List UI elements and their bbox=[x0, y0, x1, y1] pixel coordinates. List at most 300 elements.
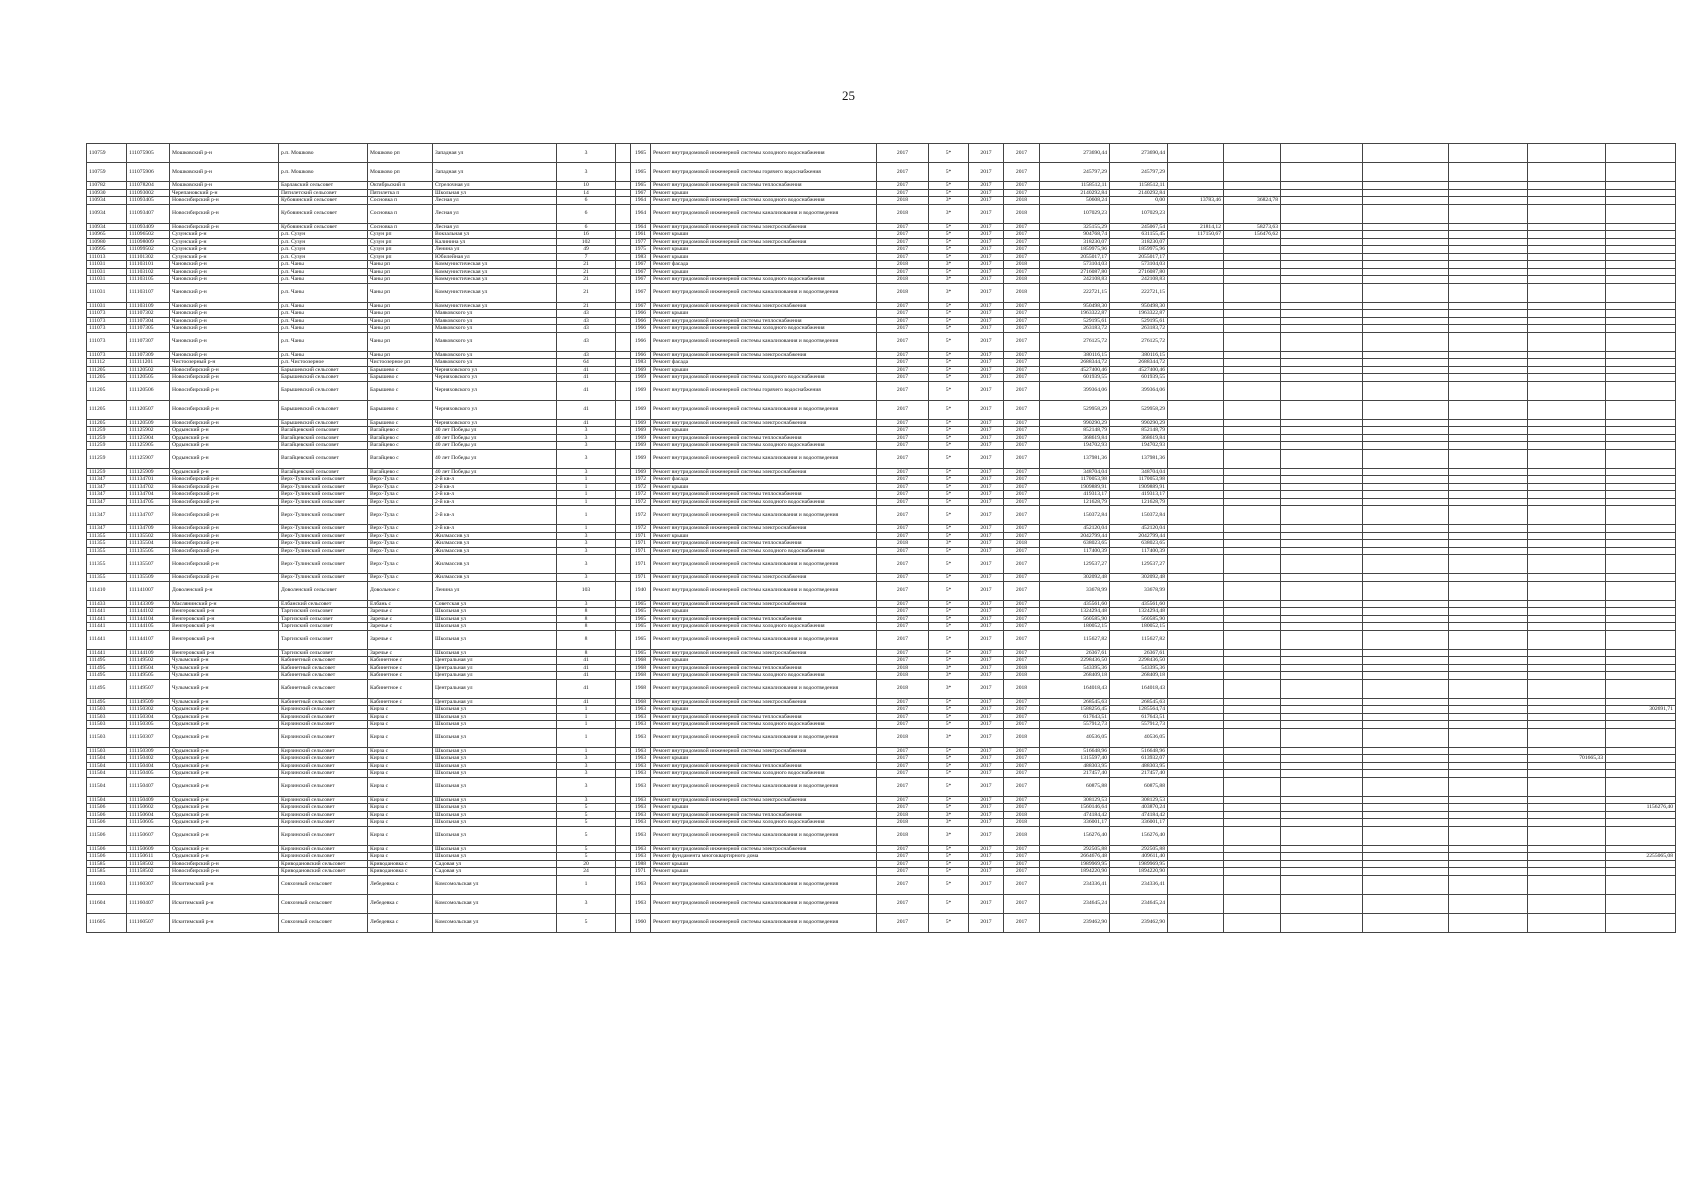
cell-house-id: 111503 bbox=[87, 747, 127, 755]
cell-work-type: Ремонт крыши bbox=[651, 310, 877, 318]
cell-start-year: 2017 bbox=[969, 600, 1004, 608]
cell-cost-col-22 bbox=[1528, 498, 1606, 506]
cell-end-year: 2017 bbox=[1004, 547, 1040, 555]
cell-cost-fund: 292505,88 bbox=[1110, 845, 1168, 853]
cell-house-letter bbox=[616, 238, 631, 246]
cell-house-letter bbox=[616, 468, 631, 476]
cell-start-year: 2017 bbox=[969, 283, 1004, 302]
table-row bbox=[87, 238, 1676, 246]
cell-start-year: 2017 bbox=[969, 366, 1004, 374]
cell-cost-subsidy-2 bbox=[1224, 713, 1281, 721]
cell-cost-subsidy-2 bbox=[1224, 762, 1281, 770]
cell-cost-col-22 bbox=[1528, 483, 1606, 491]
cell-house-number: 41 bbox=[557, 672, 616, 680]
cell-cost-col-21 bbox=[1449, 649, 1528, 657]
cell-work-type: Ремонт внутридомовой инженерной системы холодного водоснабжения bbox=[651, 770, 877, 778]
cell-house-letter bbox=[616, 713, 631, 721]
cell-street: Жилмассив ул bbox=[433, 547, 557, 555]
cell-cost-col-20 bbox=[1363, 860, 1449, 868]
cell-plan-year: 2017 bbox=[877, 427, 929, 435]
cell-term: 5* bbox=[929, 310, 969, 318]
cell-cost-subsidy-2 bbox=[1224, 483, 1281, 491]
cell-cost-subsidy-1 bbox=[1168, 770, 1224, 778]
cell-district: Ордынский р-н bbox=[170, 706, 279, 714]
cell-start-year: 2017 bbox=[969, 163, 1004, 182]
cell-build-year: 1964 bbox=[631, 197, 651, 205]
cell-cost-subsidy-1 bbox=[1168, 427, 1224, 435]
cell-cost-col-19 bbox=[1281, 664, 1363, 672]
cell-cost-fund: 308129,53 bbox=[1110, 796, 1168, 804]
cell-cost-subsidy-1: 13783,46 bbox=[1168, 197, 1224, 205]
cell-cost-col-19 bbox=[1281, 283, 1363, 302]
cell-work-id: 111107304 bbox=[127, 317, 170, 325]
cell-cost-col-23 bbox=[1606, 819, 1676, 827]
cell-cost-col-22 bbox=[1528, 366, 1606, 374]
cell-term: 5* bbox=[929, 491, 969, 499]
cell-term: 5* bbox=[929, 860, 969, 868]
cell-cost-subsidy-1: 21814,12 bbox=[1168, 223, 1224, 231]
cell-work-id: 111160507 bbox=[127, 913, 170, 932]
cell-house-letter bbox=[616, 442, 631, 450]
cell-work-id: 111134704 bbox=[127, 491, 170, 499]
table-row bbox=[87, 615, 1676, 623]
cell-cost-subsidy-1 bbox=[1168, 374, 1224, 382]
cell-district: Новосибирский р-н bbox=[170, 400, 279, 419]
cell-work-type: Ремонт внутридомовой инженерной системы электроснабжения bbox=[651, 747, 877, 755]
cell-settlement: Чаны рп bbox=[368, 325, 433, 333]
cell-cost-fund: 4527400,46 bbox=[1110, 366, 1168, 374]
cell-term: 3* bbox=[929, 664, 969, 672]
cell-plan-year: 2017 bbox=[877, 747, 929, 755]
cell-house-number: 14 bbox=[557, 189, 616, 197]
cell-settlement: Кирза с bbox=[368, 804, 433, 812]
cell-street: Маяковского ул bbox=[433, 332, 557, 351]
cell-work-type: Ремонт крыши bbox=[651, 860, 877, 868]
cell-end-year: 2017 bbox=[1004, 246, 1040, 254]
cell-house-letter bbox=[616, 747, 631, 755]
cell-cost-fund: 1989969,95 bbox=[1110, 860, 1168, 868]
cell-municipality: Верх-Тулинский сельсовет bbox=[279, 476, 368, 484]
cell-cost-subsidy-1 bbox=[1168, 532, 1224, 540]
cell-cost-total: 1909889,91 bbox=[1040, 483, 1110, 491]
cell-cost-fund: 380116,15 bbox=[1110, 351, 1168, 359]
cell-house-id: 111585 bbox=[87, 860, 127, 868]
cell-cost-total: 107029,23 bbox=[1040, 204, 1110, 223]
cell-cost-total: 336001,17 bbox=[1040, 819, 1110, 827]
cell-cost-subsidy-1 bbox=[1168, 664, 1224, 672]
cell-plan-year: 2017 bbox=[877, 310, 929, 318]
cell-house-id: 111503 bbox=[87, 721, 127, 729]
cell-end-year: 2017 bbox=[1004, 574, 1040, 582]
cell-house-letter bbox=[616, 649, 631, 657]
cell-work-type: Ремонт внутридомовой инженерной системы холодного водоснабжения bbox=[651, 721, 877, 729]
cell-settlement: Кирза с bbox=[368, 728, 433, 747]
cell-house-id: 111441 bbox=[87, 623, 127, 631]
cell-house-id: 111205 bbox=[87, 381, 127, 400]
cell-municipality: Кирзинский сельсовет bbox=[279, 826, 368, 845]
cell-cost-col-21 bbox=[1449, 721, 1528, 729]
cell-house-number: 41 bbox=[557, 657, 616, 665]
cell-end-year: 2017 bbox=[1004, 630, 1040, 649]
cell-cost-subsidy-1 bbox=[1168, 819, 1224, 827]
cell-cost-total: 852148,79 bbox=[1040, 427, 1110, 435]
table-row bbox=[87, 359, 1676, 367]
cell-start-year: 2017 bbox=[969, 332, 1004, 351]
cell-cost-fund: 852148,79 bbox=[1110, 427, 1168, 435]
cell-cost-fund: 529958,29 bbox=[1110, 400, 1168, 419]
cell-settlement: Верх-Тула с bbox=[368, 491, 433, 499]
cell-cost-col-20 bbox=[1363, 777, 1449, 796]
cell-cost-col-22 bbox=[1528, 913, 1606, 932]
cell-work-type: Ремонт внутридомовой инженерной системы электроснабжения bbox=[651, 600, 877, 608]
cell-work-type: Ремонт внутридомовой инженерной системы теплоснабжения bbox=[651, 491, 877, 499]
cell-street: 40 лет Победы ул bbox=[433, 434, 557, 442]
cell-house-number: 43 bbox=[557, 310, 616, 318]
cell-start-year: 2017 bbox=[969, 811, 1004, 819]
cell-street: Школьная ул bbox=[433, 649, 557, 657]
cell-start-year: 2017 bbox=[969, 804, 1004, 812]
cell-cost-subsidy-2 bbox=[1224, 630, 1281, 649]
cell-plan-year: 2017 bbox=[877, 657, 929, 665]
cell-municipality: р.п. Чаны bbox=[279, 261, 368, 269]
cell-end-year: 2017 bbox=[1004, 600, 1040, 608]
table-row bbox=[87, 400, 1676, 419]
table-row bbox=[87, 302, 1676, 310]
cell-settlement: Чаны рп bbox=[368, 351, 433, 359]
cell-cost-total: 164018,43 bbox=[1040, 679, 1110, 698]
cell-plan-year: 2017 bbox=[877, 547, 929, 555]
cell-cost-col-23 bbox=[1606, 246, 1676, 254]
cell-house-number: 7 bbox=[557, 253, 616, 261]
cell-build-year: 1963 bbox=[631, 853, 651, 861]
cell-house-letter bbox=[616, 449, 631, 468]
cell-settlement: Верх-Тула с bbox=[368, 476, 433, 484]
cell-house-letter bbox=[616, 427, 631, 435]
cell-work-id: 111150307 bbox=[127, 728, 170, 747]
cell-end-year: 2017 bbox=[1004, 506, 1040, 525]
cell-cost-col-23 bbox=[1606, 268, 1676, 276]
cell-house-number: 3 bbox=[557, 427, 616, 435]
cell-municipality: Верх-Тулинский сельсовет bbox=[279, 498, 368, 506]
cell-end-year: 2017 bbox=[1004, 223, 1040, 231]
cell-work-type: Ремонт внутридомовой инженерной системы электроснабжения bbox=[651, 302, 877, 310]
cell-build-year: 1969 bbox=[631, 400, 651, 419]
cell-cost-col-19 bbox=[1281, 427, 1363, 435]
cell-term: 5* bbox=[929, 374, 969, 382]
cell-build-year: 1967 bbox=[631, 189, 651, 197]
cell-street: 40 лет Победы ул bbox=[433, 449, 557, 468]
cell-work-id: 111150602 bbox=[127, 804, 170, 812]
cell-house-id: 111506 bbox=[87, 826, 127, 845]
cell-house-number: 3 bbox=[557, 770, 616, 778]
cell-house-letter bbox=[616, 302, 631, 310]
cell-cost-fund: 368619,84 bbox=[1110, 434, 1168, 442]
cell-municipality: Кирзинский сельсовет bbox=[279, 811, 368, 819]
cell-cost-col-22 bbox=[1528, 197, 1606, 205]
cell-settlement: Довольное с bbox=[368, 581, 433, 600]
cell-plan-year: 2017 bbox=[877, 419, 929, 427]
cell-plan-year: 2017 bbox=[877, 476, 929, 484]
cell-house-id: 111073 bbox=[87, 351, 127, 359]
cell-house-number: 103 bbox=[557, 581, 616, 600]
cell-cost-col-22 bbox=[1528, 468, 1606, 476]
cell-house-number: 8 bbox=[557, 623, 616, 631]
cell-settlement: Лебедевка с bbox=[368, 894, 433, 913]
cell-cost-col-21 bbox=[1449, 845, 1528, 853]
cell-work-type: Ремонт внутридомовой инженерной системы холодного водоснабжения bbox=[651, 547, 877, 555]
cell-house-number: 41 bbox=[557, 419, 616, 427]
cell-cost-col-22 bbox=[1528, 555, 1606, 574]
cell-municipality: Кирзинский сельсовет bbox=[279, 721, 368, 729]
cell-settlement: Чаны рп bbox=[368, 276, 433, 284]
cell-house-id: 111347 bbox=[87, 498, 127, 506]
cell-cost-col-19 bbox=[1281, 351, 1363, 359]
cell-build-year: 1963 bbox=[631, 811, 651, 819]
cell-build-year: 1960 bbox=[631, 913, 651, 932]
cell-street: Вокзальная ул bbox=[433, 231, 557, 239]
cell-cost-total: 2664676,48 bbox=[1040, 853, 1110, 861]
cell-term: 5* bbox=[929, 223, 969, 231]
cell-cost-col-23 bbox=[1606, 476, 1676, 484]
cell-house-number: 43 bbox=[557, 351, 616, 359]
cell-end-year: 2017 bbox=[1004, 332, 1040, 351]
cell-work-id: 111078204 bbox=[127, 182, 170, 190]
cell-term: 5* bbox=[929, 547, 969, 555]
cell-house-id: 111495 bbox=[87, 664, 127, 672]
cell-settlement: Заречье с bbox=[368, 615, 433, 623]
cell-term: 5* bbox=[929, 381, 969, 400]
cell-work-type: Ремонт внутридомовой инженерной системы электроснабжения bbox=[651, 419, 877, 427]
cell-end-year: 2018 bbox=[1004, 276, 1040, 284]
cell-start-year: 2017 bbox=[969, 476, 1004, 484]
cell-work-id: 111149505 bbox=[127, 672, 170, 680]
cell-house-letter bbox=[616, 777, 631, 796]
cell-start-year: 2017 bbox=[969, 713, 1004, 721]
cell-cost-col-22 bbox=[1528, 574, 1606, 582]
cell-work-type: Ремонт внутридомовой инженерной системы электроснабжения bbox=[651, 649, 877, 657]
cell-work-type: Ремонт внутридомовой инженерной системы электроснабжения bbox=[651, 223, 877, 231]
cell-work-id: 111096502 bbox=[127, 231, 170, 239]
cell-cost-col-23 bbox=[1606, 231, 1676, 239]
cell-term: 5* bbox=[929, 894, 969, 913]
cell-plan-year: 2018 bbox=[877, 679, 929, 698]
cell-cost-col-19 bbox=[1281, 332, 1363, 351]
table-row bbox=[87, 468, 1676, 476]
cell-cost-col-20 bbox=[1363, 913, 1449, 932]
cell-cost-col-23 bbox=[1606, 547, 1676, 555]
cell-district: Венгеровский р-н bbox=[170, 630, 279, 649]
cell-cost-subsidy-2: 156476,62 bbox=[1224, 231, 1281, 239]
cell-cost-col-23 bbox=[1606, 777, 1676, 796]
cell-house-letter bbox=[616, 419, 631, 427]
cell-end-year: 2017 bbox=[1004, 374, 1040, 382]
cell-cost-col-22 bbox=[1528, 845, 1606, 853]
cell-start-year: 2017 bbox=[969, 498, 1004, 506]
cell-cost-col-23 bbox=[1606, 913, 1676, 932]
cell-work-id: 111125909 bbox=[127, 468, 170, 476]
cell-cost-col-19 bbox=[1281, 819, 1363, 827]
cell-municipality: р.п. Чаны bbox=[279, 268, 368, 276]
cell-municipality: Криводановский сельсовет bbox=[279, 868, 368, 876]
cell-cost-col-20 bbox=[1363, 325, 1449, 333]
cell-municipality: р.п. Мошково bbox=[279, 163, 368, 182]
cell-cost-subsidy-2 bbox=[1224, 381, 1281, 400]
cell-district: Новосибирский р-н bbox=[170, 223, 279, 231]
cell-work-id: 111120507 bbox=[127, 400, 170, 419]
cell-cost-col-20 bbox=[1363, 332, 1449, 351]
cell-cost-col-19 bbox=[1281, 721, 1363, 729]
cell-cost-col-20 bbox=[1363, 721, 1449, 729]
cell-municipality: р.п. Чаны bbox=[279, 332, 368, 351]
cell-work-id: 111093405 bbox=[127, 197, 170, 205]
cell-street: Западная ул bbox=[433, 144, 557, 163]
cell-cost-col-22 bbox=[1528, 868, 1606, 876]
cell-house-id: 110934 bbox=[87, 204, 127, 223]
cell-cost-fund: 399364,06 bbox=[1110, 381, 1168, 400]
cell-cost-subsidy-1 bbox=[1168, 728, 1224, 747]
cell-cost-col-20 bbox=[1363, 875, 1449, 894]
cell-cost-col-22 bbox=[1528, 246, 1606, 254]
cell-street: Ленина ул bbox=[433, 246, 557, 254]
cell-build-year: 1972 bbox=[631, 525, 651, 533]
cell-house-number: 1 bbox=[557, 525, 616, 533]
cell-house-letter bbox=[616, 310, 631, 318]
cell-plan-year: 2017 bbox=[877, 253, 929, 261]
cell-cost-col-21 bbox=[1449, 427, 1528, 435]
cell-cost-fund: 222721,15 bbox=[1110, 283, 1168, 302]
table-row bbox=[87, 163, 1676, 182]
cell-municipality: р.п. Чаны bbox=[279, 276, 368, 284]
cell-cost-col-21 bbox=[1449, 144, 1528, 163]
cell-district: Мошковский р-н bbox=[170, 163, 279, 182]
cell-settlement: Сузун рп bbox=[368, 253, 433, 261]
cell-start-year: 2017 bbox=[969, 359, 1004, 367]
cell-cost-fund: 573104,03 bbox=[1110, 261, 1168, 269]
cell-term: 5* bbox=[929, 468, 969, 476]
cell-term: 5* bbox=[929, 913, 969, 932]
cell-district: Новосибирский р-н bbox=[170, 532, 279, 540]
cell-cost-col-22 bbox=[1528, 875, 1606, 894]
cell-cost-subsidy-1 bbox=[1168, 811, 1224, 819]
cell-cost-total: 638023,65 bbox=[1040, 540, 1110, 548]
cell-start-year: 2017 bbox=[969, 574, 1004, 582]
cell-end-year: 2017 bbox=[1004, 698, 1040, 706]
cell-street: Школьная ул bbox=[433, 796, 557, 804]
cell-cost-fund: 543395,36 bbox=[1110, 664, 1168, 672]
table-row bbox=[87, 845, 1676, 853]
cell-end-year: 2018 bbox=[1004, 672, 1040, 680]
cell-house-number: 3 bbox=[557, 532, 616, 540]
cell-work-id: 111150604 bbox=[127, 811, 170, 819]
cell-cost-col-22 bbox=[1528, 238, 1606, 246]
cell-work-id: 111150605 bbox=[127, 819, 170, 827]
cell-settlement: Заречье с bbox=[368, 623, 433, 631]
cell-district: Новосибирский р-н bbox=[170, 374, 279, 382]
cell-house-number: 21 bbox=[557, 276, 616, 284]
cell-plan-year: 2017 bbox=[877, 860, 929, 868]
cell-house-id: 111073 bbox=[87, 325, 127, 333]
cell-cost-col-22 bbox=[1528, 547, 1606, 555]
table-row bbox=[87, 483, 1676, 491]
cell-house-id: 111031 bbox=[87, 276, 127, 284]
cell-cost-col-19 bbox=[1281, 728, 1363, 747]
cell-build-year: 1971 bbox=[631, 532, 651, 540]
cell-cost-col-20 bbox=[1363, 755, 1449, 763]
cell-term: 3* bbox=[929, 204, 969, 223]
cell-start-year: 2017 bbox=[969, 608, 1004, 616]
table-row bbox=[87, 532, 1676, 540]
cell-cost-col-19 bbox=[1281, 547, 1363, 555]
cell-cost-col-20 bbox=[1363, 853, 1449, 861]
cell-end-year: 2017 bbox=[1004, 359, 1040, 367]
cell-work-type: Ремонт фасада bbox=[651, 261, 877, 269]
cell-plan-year: 2017 bbox=[877, 600, 929, 608]
cell-work-type: Ремонт внутридомовой инженерной системы электроснабжения bbox=[651, 574, 877, 582]
cell-house-id: 111355 bbox=[87, 547, 127, 555]
cell-house-id: 111031 bbox=[87, 268, 127, 276]
cell-start-year: 2017 bbox=[969, 253, 1004, 261]
cell-cost-subsidy-1 bbox=[1168, 913, 1224, 932]
cell-cost-col-20 bbox=[1363, 246, 1449, 254]
cell-cost-subsidy-1 bbox=[1168, 366, 1224, 374]
cell-plan-year: 2018 bbox=[877, 728, 929, 747]
cell-term: 5* bbox=[929, 777, 969, 796]
cell-start-year: 2017 bbox=[969, 755, 1004, 763]
cell-cost-col-21 bbox=[1449, 615, 1528, 623]
cell-district: Ордынский р-н bbox=[170, 713, 279, 721]
cell-term: 5* bbox=[929, 317, 969, 325]
cell-settlement: Чаны рп bbox=[368, 332, 433, 351]
cell-cost-fund: 601939,55 bbox=[1110, 374, 1168, 382]
cell-settlement: Лебедевка с bbox=[368, 913, 433, 932]
cell-municipality: Таргизский сельсовет bbox=[279, 615, 368, 623]
cell-street: Школьная ул bbox=[433, 615, 557, 623]
cell-cost-col-22 bbox=[1528, 649, 1606, 657]
cell-cost-col-20 bbox=[1363, 615, 1449, 623]
cell-cost-fund: 2688344,72 bbox=[1110, 359, 1168, 367]
cell-work-type: Ремонт фасада bbox=[651, 476, 877, 484]
cell-settlement: Заречье с bbox=[368, 630, 433, 649]
cell-cost-col-19 bbox=[1281, 182, 1363, 190]
cell-house-id: 111495 bbox=[87, 679, 127, 698]
table-row bbox=[87, 525, 1676, 533]
cell-cost-col-20 bbox=[1363, 483, 1449, 491]
cell-plan-year: 2017 bbox=[877, 468, 929, 476]
cell-start-year: 2017 bbox=[969, 672, 1004, 680]
cell-cost-col-19 bbox=[1281, 770, 1363, 778]
cell-cost-col-20 bbox=[1363, 419, 1449, 427]
cell-house-number: 3 bbox=[557, 540, 616, 548]
cell-cost-subsidy-2 bbox=[1224, 853, 1281, 861]
table-row bbox=[87, 366, 1676, 374]
cell-term: 5* bbox=[929, 574, 969, 582]
cell-house-id: 111495 bbox=[87, 672, 127, 680]
cell-cost-subsidy-2 bbox=[1224, 434, 1281, 442]
cell-cost-col-21 bbox=[1449, 826, 1528, 845]
cell-start-year: 2017 bbox=[969, 317, 1004, 325]
cell-municipality: Верх-Тулинский сельсовет bbox=[279, 491, 368, 499]
cell-settlement: Верх-Тула с bbox=[368, 483, 433, 491]
cell-district: Новосибирский р-н bbox=[170, 525, 279, 533]
cell-cost-subsidy-2 bbox=[1224, 728, 1281, 747]
cell-house-id: 111506 bbox=[87, 845, 127, 853]
cell-cost-col-22 bbox=[1528, 476, 1606, 484]
cell-house-letter bbox=[616, 698, 631, 706]
cell-settlement: Верх-Тула с bbox=[368, 547, 433, 555]
cell-municipality: Таргизский сельсовет bbox=[279, 649, 368, 657]
cell-end-year: 2018 bbox=[1004, 811, 1040, 819]
cell-cost-subsidy-2 bbox=[1224, 721, 1281, 729]
